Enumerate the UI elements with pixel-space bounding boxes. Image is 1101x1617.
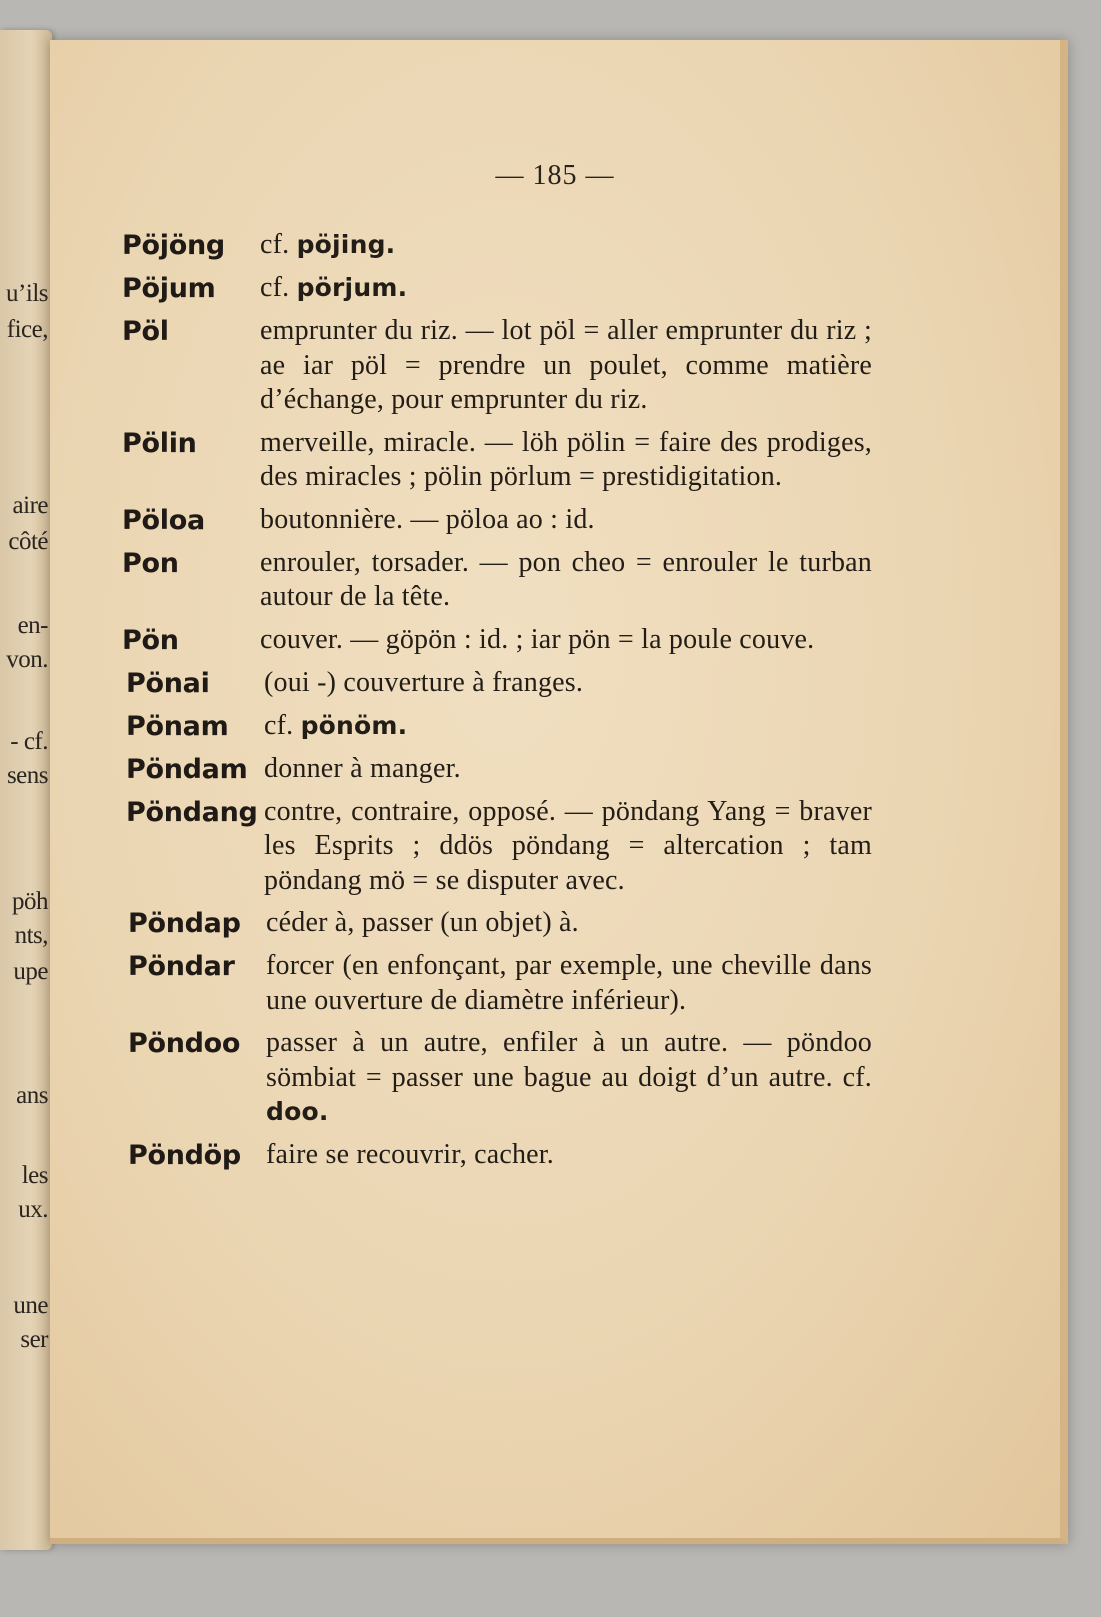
entry-definition — [260, 271, 872, 306]
dictionary-entry — [122, 906, 872, 941]
previous-page-fragment: pöh — [12, 888, 48, 915]
definition-text: forcer (en enfonçant, par exemple, une cheville dans une ouverture de diamètre inférieur). — [266, 950, 872, 1016]
previous-page-fragment: côté — [8, 528, 48, 555]
entry-definition — [260, 426, 872, 495]
entry-definition — [264, 795, 872, 899]
dictionary-entry — [122, 1138, 872, 1173]
entry-definition — [264, 752, 872, 787]
entry-headword: Pönam — [126, 710, 229, 742]
entry-headword: Pöndar — [128, 951, 235, 982]
definition-text: merveille, miracle. — löh pölin = faire des prodiges, des miracles ; pölin pörlum = prestidigitation. — [260, 426, 872, 492]
dictionary-page — [50, 40, 1068, 1544]
previous-page-fragment: ux. — [18, 1196, 48, 1223]
definition-text: enrouler, torsader. — pon cheo = enrouler le turban autour de la tête. — [260, 546, 872, 612]
previous-page-fragment: nts, — [14, 922, 48, 949]
dictionary-entry — [122, 228, 872, 263]
definition-text: cf. — [264, 709, 301, 741]
dictionary-entry — [122, 1026, 872, 1130]
definition-text: contre, contraire, opposé. — pöndang Yang = braver les Esprits ; ddös pöndang = altercation ; tam pöndang mö = se disputer avec. — [264, 795, 872, 896]
dictionary-entry — [122, 795, 872, 899]
entry-definition — [266, 1026, 872, 1130]
previous-page-fragment: les — [21, 1162, 48, 1189]
previous-page-edge — [0, 30, 52, 1550]
dictionary-entry — [122, 709, 872, 744]
previous-page-fragment: sens — [6, 762, 48, 789]
entry-definition — [264, 666, 872, 701]
previous-page-fragment: u’ils — [6, 280, 48, 307]
previous-page-fragment: - cf. — [10, 728, 48, 755]
entry-headword: Pöndöp — [128, 1139, 241, 1171]
entry-headword: Pöndang — [126, 796, 258, 828]
dictionary-entry — [122, 623, 872, 658]
page-number: — 185 — — [495, 160, 615, 191]
definition-text: céder à, passer (un objet) à. — [266, 907, 579, 938]
dictionary-entry — [122, 271, 872, 306]
previous-page-fragment: aire — [12, 492, 48, 519]
definition-text: emprunter du riz. — lot pöl = aller emprunter du riz ; ae iar pöl = prendre un poulet, comme matière d’échange, pour emprunter du riz. — [260, 315, 872, 415]
entry-headword: Pon — [122, 547, 179, 579]
entry-definition — [266, 906, 872, 941]
definition-text: cf. — [260, 272, 297, 303]
entry-headword: Pönai — [126, 667, 210, 699]
dictionary-entry — [122, 426, 872, 495]
previous-page-fragment: upe — [13, 958, 48, 985]
entry-headword: Pöndoo — [128, 1028, 241, 1059]
entry-definition — [260, 623, 872, 658]
entry-definition — [260, 503, 872, 538]
entry-definition — [264, 709, 872, 744]
definition-text: couver. — göpön : id. ; iar pön = la poule couve. — [260, 623, 815, 655]
previous-page-fragment: en- — [17, 612, 48, 639]
entry-headword: Pöndap — [128, 908, 241, 939]
cross-reference: pöjing. — [296, 230, 396, 259]
dictionary-entry — [122, 752, 872, 787]
entry-definition — [260, 228, 872, 263]
previous-page-fragment: une — [13, 1292, 48, 1319]
cross-reference: doo. — [266, 1097, 329, 1126]
entry-headword: Pöjöng — [122, 230, 225, 261]
entry-list — [122, 228, 872, 1181]
entry-headword: Pölin — [122, 427, 197, 459]
definition-text: passer à un autre, enfiler à un autre. — pöndoo sömbiat = passer une bague au doigt d’un autre. cf. — [266, 1027, 872, 1093]
dictionary-entry — [122, 546, 872, 615]
entry-definition — [266, 1138, 872, 1173]
entry-headword: Pön — [122, 624, 179, 656]
definition-text: (oui -) couverture à franges. — [264, 666, 584, 698]
dictionary-entry — [122, 666, 872, 701]
cross-reference: pönöm. — [300, 710, 408, 740]
entry-definition — [260, 314, 872, 418]
dictionary-entry — [122, 314, 872, 418]
definition-text: faire se recouvrir, cacher. — [266, 1138, 554, 1170]
entry-definition — [266, 949, 872, 1018]
definition-text: boutonnière. — pöloa ao : id. — [260, 503, 595, 535]
entry-headword: Pöl — [122, 316, 169, 347]
entry-headword: Pöjum — [122, 273, 216, 304]
previous-page-fragment: fice, — [6, 316, 48, 343]
entry-headword: Pöloa — [122, 504, 205, 536]
definition-text: cf. — [260, 229, 297, 260]
definition-text: donner à manger. — [264, 752, 461, 784]
previous-page-fragment: ans — [16, 1082, 48, 1109]
cross-reference: pörjum. — [296, 273, 408, 302]
entry-headword: Pöndam — [126, 753, 248, 785]
previous-page-fragment: ser — [20, 1326, 48, 1353]
dictionary-entry — [122, 949, 872, 1018]
previous-page-fragment: von. — [6, 646, 48, 673]
entry-definition — [260, 546, 872, 615]
dictionary-entry — [122, 503, 872, 538]
